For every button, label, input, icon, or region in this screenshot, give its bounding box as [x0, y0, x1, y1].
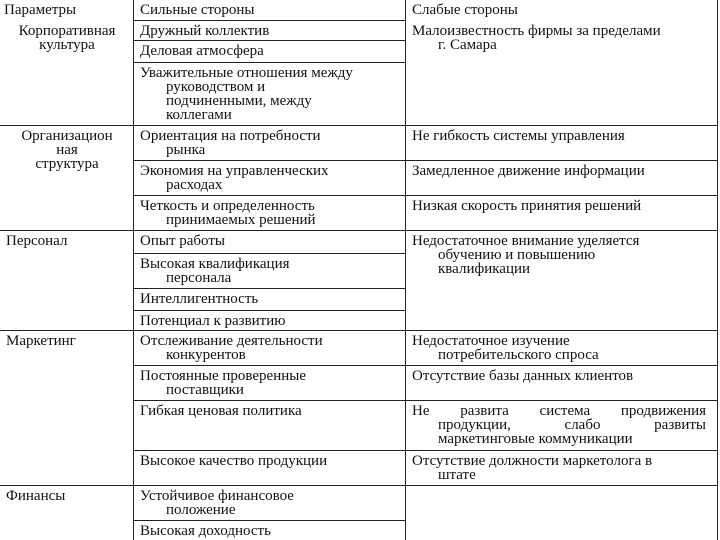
strength-item: Дружный коллектив: [140, 23, 270, 39]
weakness-item: Низкая скорость принятия решений: [412, 198, 642, 214]
strength-item: Деловая атмосфера: [140, 43, 264, 59]
weakness-item: Недостаточное изучение потребительского спроса: [412, 333, 599, 363]
row-divider: [133, 62, 405, 63]
row-divider: [133, 288, 405, 289]
row-divider: [133, 160, 718, 161]
row-divider: [133, 310, 405, 311]
row-divider: [133, 20, 405, 21]
column-divider: [405, 0, 406, 540]
row-divider: [0, 485, 718, 486]
row-divider: [133, 195, 718, 196]
header-strengths: Сильные стороны: [140, 2, 255, 18]
strength-item: Уважительные отношения между руководством и подчиненными, между коллегами: [140, 65, 353, 123]
row-divider: [133, 253, 405, 254]
strength-item: Потенциал к развитию: [140, 313, 286, 329]
strength-item: Устойчивое финансовое положение: [140, 488, 294, 518]
param-staff: Персонал: [6, 233, 68, 249]
strength-item: Экономия на управленческих расходах: [140, 163, 329, 193]
param-structure: Организацион ная структура: [21, 128, 113, 172]
strength-item: Отслеживание деятельности конкурентов: [140, 333, 323, 363]
strength-item: Ориентация на потребности рынка: [140, 128, 321, 158]
weakness-item: Не развита система продвижения продукции, слабо развиты маркетинговые коммуникации: [412, 403, 706, 447]
param-marketing: Маркетинг: [6, 333, 76, 349]
strength-item: Интеллигентность: [140, 291, 259, 307]
strength-item: Высокая доходность: [140, 523, 271, 539]
row-divider: [133, 365, 718, 366]
column-divider: [133, 0, 134, 540]
row-divider: [0, 230, 718, 231]
row-divider: [0, 330, 718, 331]
strength-item: Опыт работы: [140, 233, 225, 249]
header-params: Параметры: [4, 2, 77, 18]
weakness-item: Отсутствие должности маркетолога в штате: [412, 453, 653, 483]
strength-item: Постоянные проверенные поставщики: [140, 368, 307, 398]
weakness-item: Замедленное движение информации: [412, 163, 645, 179]
row-divider: [133, 40, 405, 41]
weakness-item: Не гибкость системы управления: [412, 128, 625, 144]
weakness-item: Малоизвестность фирмы за пределами г. Самара: [412, 23, 661, 53]
weakness-item: Недостаточное внимание уделяется обучению и повышению квалификации: [412, 233, 640, 277]
table-border-right: [717, 0, 718, 540]
param-finance: Финансы: [6, 488, 66, 504]
weakness-item: Отсутствие базы данных клиентов: [412, 368, 634, 384]
strength-item: Высокое качество продукции: [140, 453, 328, 469]
row-divider: [0, 125, 718, 126]
strength-item: Четкость и определенность принимаемых решений: [140, 198, 316, 228]
param-culture: Корпоративная культура: [18, 23, 116, 53]
strength-item: Гибкая ценовая политика: [140, 403, 302, 419]
row-divider: [133, 520, 405, 521]
strength-item: Высокая квалификация персонала: [140, 256, 290, 286]
header-weaknesses: Слабые стороны: [412, 2, 518, 18]
row-divider: [133, 450, 718, 451]
row-divider: [133, 400, 718, 401]
